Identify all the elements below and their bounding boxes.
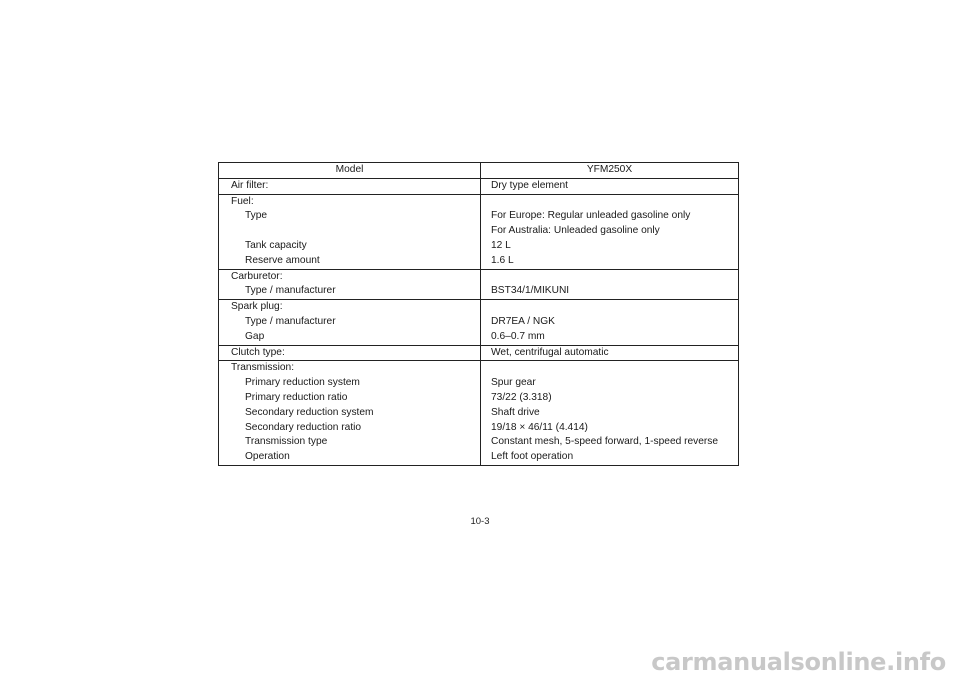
table-row — [219, 450, 739, 465]
spec-value: 0.6–0.7 mm — [481, 330, 739, 345]
table-row — [219, 361, 739, 376]
spec-label: Type — [245, 210, 268, 222]
spec-label: Type / manufacturer — [245, 285, 336, 297]
spec-value: Constant mesh, 5-speed forward, 1-speed reverse — [481, 435, 739, 450]
spec-value: 12 L — [481, 239, 739, 254]
table-row — [219, 254, 739, 269]
table-row — [219, 269, 739, 284]
spec-label — [219, 224, 481, 239]
page-number: 10-3 — [470, 516, 490, 527]
spec-value: Shaft drive — [481, 406, 739, 421]
spec-value: For Europe: Regular unleaded gasoline only — [481, 209, 739, 224]
table-row — [219, 421, 739, 436]
table-row — [219, 406, 739, 421]
spec-value: 1.6 L — [481, 254, 739, 269]
spec-label: Gap — [245, 330, 265, 342]
spec-value — [481, 269, 739, 284]
spec-label: Tank capacity — [245, 239, 307, 251]
spec-label: Type / manufacturer — [245, 315, 336, 327]
table-row — [219, 300, 739, 315]
table-row — [219, 330, 739, 345]
spec-value: BST34/1/MIKUNI — [481, 284, 739, 299]
model-value: YFM250X — [481, 163, 739, 179]
spec-value: 73/22 (3.318) — [481, 391, 739, 406]
spec-group-label: Carburetor: — [219, 269, 481, 284]
table-row — [219, 315, 739, 330]
spec-label: Transmission type — [245, 436, 328, 448]
table-row — [219, 209, 739, 224]
spec-value: Dry type element — [481, 178, 739, 194]
spec-value: DR7EA / NGK — [481, 315, 739, 330]
spec-value: For Australia: Unleaded gasoline only — [481, 224, 739, 239]
spec-value — [481, 361, 739, 376]
spec-value: 19/18 × 46/11 (4.414) — [481, 421, 739, 436]
table-row — [219, 194, 739, 209]
spec-label: Secondary reduction system — [245, 406, 374, 418]
spec-value — [481, 194, 739, 209]
table-row — [219, 376, 739, 391]
spec-label: Operation — [245, 451, 290, 463]
spec-group-label: Transmission: — [219, 361, 481, 376]
table-row — [219, 391, 739, 406]
spec-value: Wet, centrifugal automatic — [481, 345, 739, 361]
spec-value: Spur gear — [481, 376, 739, 391]
spec-label: Clutch type: — [219, 345, 481, 361]
spec-value — [481, 300, 739, 315]
spec-value: Left foot operation — [481, 450, 739, 465]
spec-label: Air filter: — [219, 178, 481, 194]
spec-label: Primary reduction ratio — [245, 391, 348, 403]
spec-label: Secondary reduction ratio — [245, 421, 362, 433]
table-row — [219, 178, 739, 194]
specifications-table — [218, 162, 739, 466]
table-header-row — [219, 163, 739, 179]
table-row — [219, 435, 739, 450]
table-row — [219, 239, 739, 254]
model-label: Model — [335, 164, 364, 175]
spec-group-label: Spark plug: — [219, 300, 481, 315]
spec-label: Primary reduction system — [245, 377, 360, 389]
spec-group-label: Fuel: — [219, 194, 481, 209]
table-row — [219, 345, 739, 361]
watermark: carmanualsonline.info — [651, 648, 946, 676]
spec-label: Reserve amount — [245, 254, 320, 266]
table-row — [219, 224, 739, 239]
table-row — [219, 284, 739, 299]
